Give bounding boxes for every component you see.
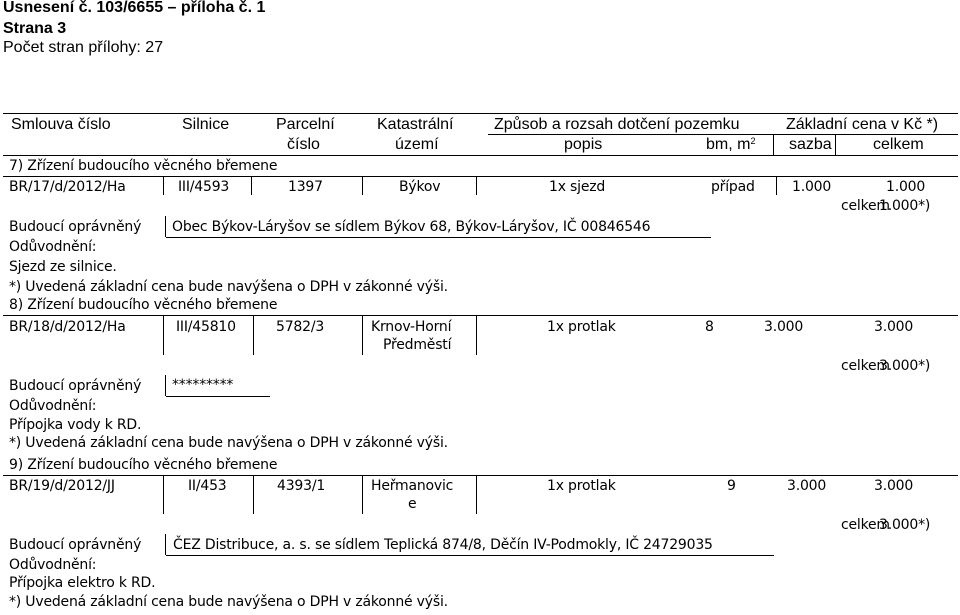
vat-note: *) Uvedená základní cena bude navýšena o DPH v zákonné výši.: [9, 594, 448, 610]
beneficiary-label: Budoucí oprávněný: [9, 378, 142, 394]
reason: Sjezd ze silnice.: [9, 259, 117, 275]
road-number: III/4593: [178, 179, 230, 195]
beneficiary-underline: [166, 555, 774, 556]
description: 1x protlak: [547, 319, 616, 335]
cadastral-area-line1: Krnov-Horní: [371, 319, 452, 335]
row-rule: [3, 176, 958, 177]
rate: 3.000: [764, 319, 804, 335]
col-base-price-header: Základní cena v Kč *): [786, 116, 939, 133]
header-sub-divider-1: [773, 134, 774, 155]
reason-label: Odůvodnění:: [9, 239, 97, 255]
row-rule: [3, 475, 958, 476]
section-title: 7) Zřízení budoucího věcného břemene: [9, 158, 278, 174]
sum-value: 1.000*): [879, 198, 931, 214]
cell-divider: [251, 177, 252, 195]
contract-number: BR/18/d/2012/Ha: [9, 319, 126, 335]
parcel-number: 5782/3: [276, 319, 325, 335]
beneficiary-underline: [166, 396, 270, 397]
col-parcel-header-line1: Parcelní: [276, 116, 335, 133]
reason: Přípojka elektro k RD.: [9, 575, 156, 591]
col-description-header: popis: [564, 136, 603, 153]
description: 1x sjezd: [549, 179, 606, 195]
header-sub-rule: [488, 134, 958, 135]
cell-divider: [163, 476, 164, 514]
sum-label: celkem: [841, 517, 890, 533]
section-title: 9) Zřízení budoucího věcného břemene: [9, 457, 278, 473]
col-rate-header: sazba: [789, 136, 832, 153]
col-contract-header: Smlouva číslo: [11, 116, 111, 133]
unit: 8: [705, 319, 714, 335]
vat-note: *) Uvedená základní cena bude navýšena o DPH v zákonné výši.: [9, 435, 448, 451]
cell-divider: [165, 534, 166, 555]
attachment-page-count: Počet stran přílohy: 27: [3, 39, 164, 56]
reason-label: Odůvodnění:: [9, 557, 97, 573]
col-parcel-header-line2: číslo: [287, 136, 320, 153]
col-cadastral-header-line2: území: [395, 136, 439, 153]
rate: 3.000: [787, 478, 827, 494]
col-unit-header: bm, $m^2$: [706, 136, 756, 153]
cell-divider: [476, 177, 477, 195]
resolution-number: Usnesení č. 103/6655 – příloha č. 1: [3, 0, 266, 16]
road-number: II/453: [188, 478, 227, 494]
cell-divider: [253, 476, 254, 514]
cell-divider: [362, 316, 363, 355]
row-rule: [3, 315, 958, 316]
cadastral-area: Býkov: [399, 179, 441, 195]
total: 1.000: [886, 179, 926, 195]
parcel-number: 1397: [288, 179, 323, 195]
cell-divider: [165, 216, 166, 237]
page-number: Strana 3: [3, 20, 67, 37]
cell-divider: [163, 316, 164, 355]
cadastral-area-line2: Předměstí: [383, 337, 452, 353]
unit: případ: [711, 179, 755, 195]
beneficiary-underline: [166, 237, 711, 238]
reason-label: Odůvodnění:: [9, 398, 97, 414]
contract-number: BR/17/d/2012/Ha: [9, 179, 126, 195]
header-sub-divider-2: [835, 134, 836, 155]
cell-divider: [253, 316, 254, 355]
sum-value: 3.000*): [879, 517, 931, 533]
beneficiary: Obec Býkov-Láryšov se sídlem Býkov 68, Býkov-Láryšov, IČ 00846546: [172, 219, 651, 235]
cell-divider: [362, 177, 363, 195]
vat-note: *) Uvedená základní cena bude navýšena o DPH v zákonné výši.: [9, 279, 448, 295]
reason: Přípojka vody k RD.: [9, 417, 142, 433]
beneficiary-label: Budoucí oprávněný: [9, 537, 142, 553]
total: 3.000: [874, 478, 914, 494]
sum-label: celkem: [841, 198, 890, 214]
cell-divider: [776, 177, 777, 195]
cell-divider: [165, 375, 166, 396]
unit-superscript: 2: [750, 136, 756, 146]
col-road-header: Silnice: [182, 116, 230, 133]
header-bottom-rule: [3, 155, 958, 156]
parcel-number: 4393/1: [277, 478, 326, 494]
road-number: III/45810: [176, 319, 236, 335]
unit: 9: [727, 478, 736, 494]
cadastral-area-line1: Heřmanovic: [371, 478, 454, 494]
beneficiary-label: Budoucí oprávněný: [9, 219, 142, 235]
section-title: 8) Zřízení budoucího věcného břemene: [9, 297, 278, 313]
total: 3.000: [874, 319, 914, 335]
sum-value: 3.000*): [879, 358, 931, 374]
rate: 1.000: [792, 179, 832, 195]
description: 1x protlak: [547, 478, 616, 494]
beneficiary: ČEZ Distribuce, a. s. se sídlem Teplická 874/8, Děčín IV-Podmokly, IČ 24729035: [173, 537, 713, 553]
beneficiary: *********: [172, 377, 234, 393]
col-method-header: Způsob a rozsah dotčení pozemku: [494, 116, 740, 133]
cell-divider: [476, 316, 477, 355]
cadastral-area-line2: e: [408, 496, 417, 512]
header-top-rule: [3, 113, 958, 114]
cell-divider: [163, 177, 164, 195]
col-total-header: celkem: [873, 136, 924, 153]
cell-divider: [362, 476, 363, 514]
sum-label: celkem: [841, 358, 890, 374]
contract-number: BR/19/d/2012/JJ: [9, 478, 115, 494]
col-cadastral-header-line1: Katastrální: [377, 116, 454, 133]
cell-divider: [476, 476, 477, 514]
